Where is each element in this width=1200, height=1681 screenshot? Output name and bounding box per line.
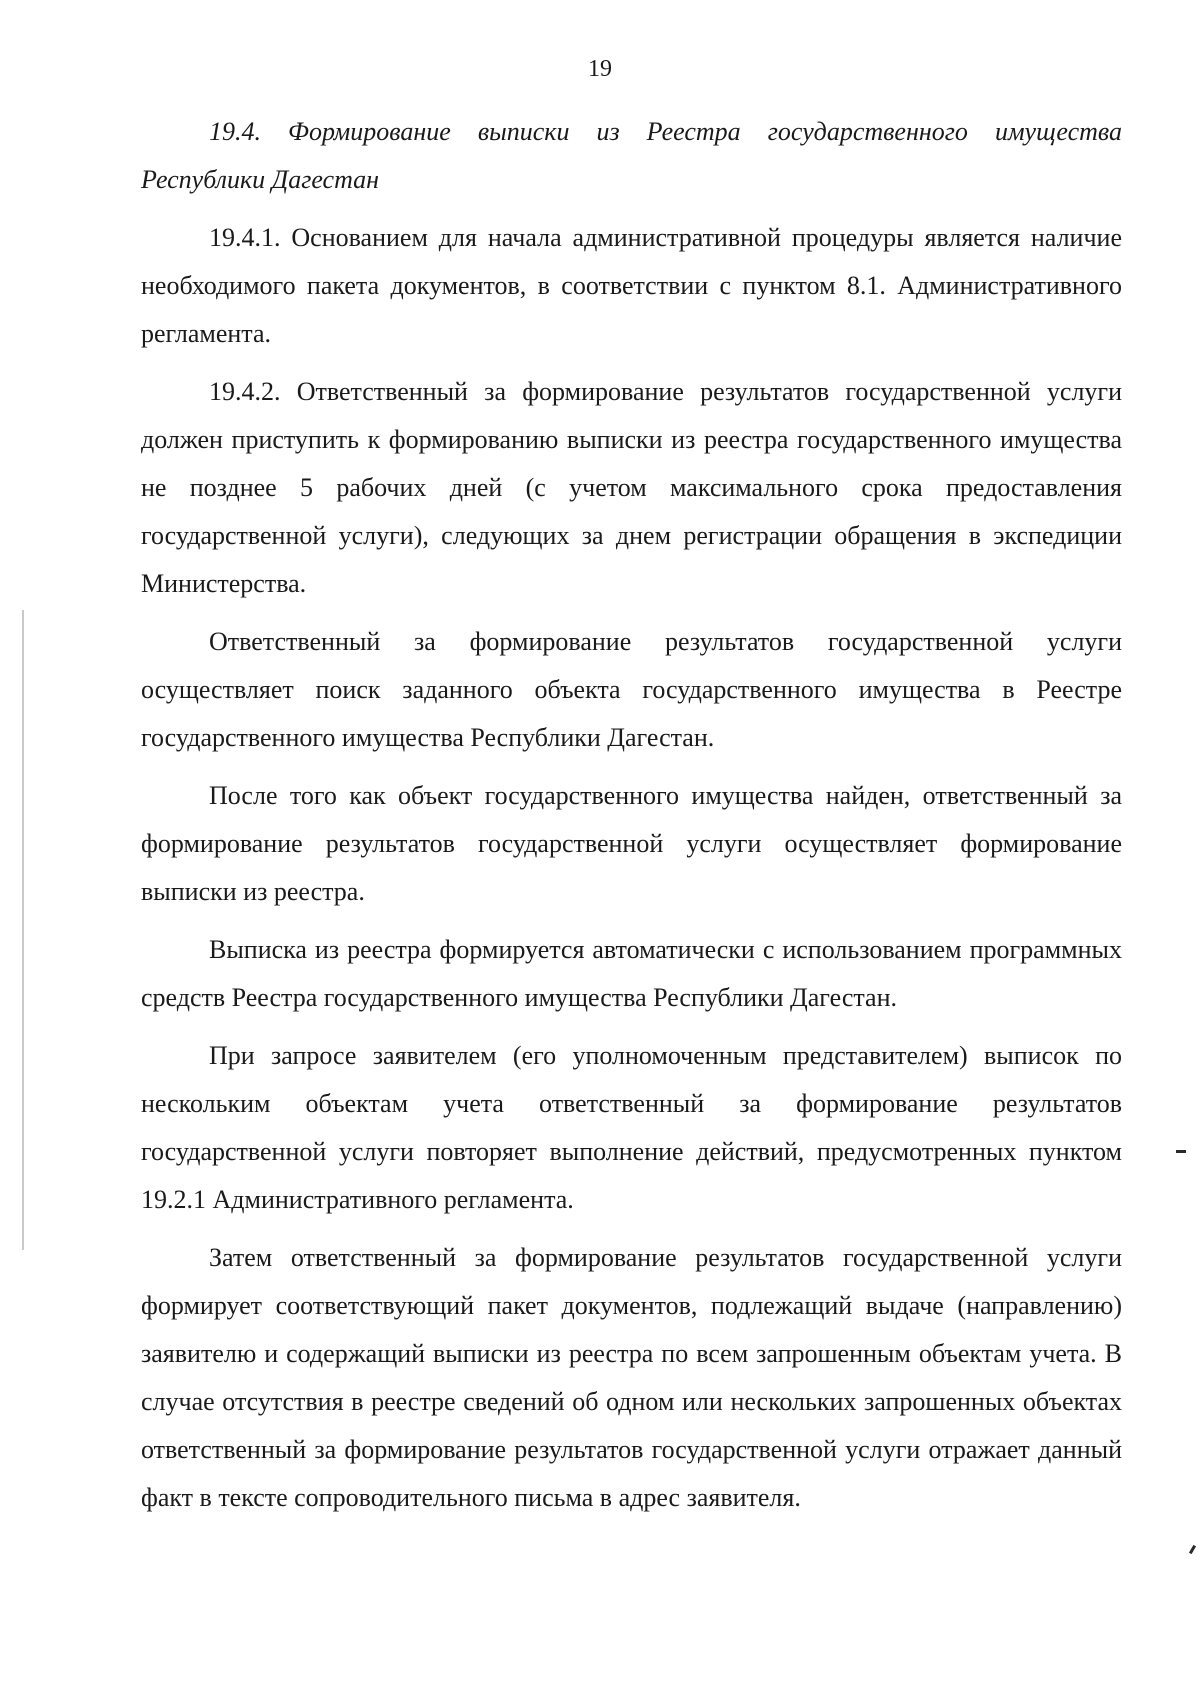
paragraph-19-4-1: 19.4.1. Основанием для начала административной процедуры является наличие необходимого пакета документов, в соответствии с пунктом 8.1. Административного регламента. [141,223,1122,348]
paragraph-found: После того как объект государственного имущества найден, ответственный за формирование результатов государственной услуги осуществляет формирование выписки из реестра. [141,781,1122,906]
paragraph-multiple-requests: При запросе заявителем (его уполномоченным представителем) выписок по нескольким объектам учета ответственный за формирование результатов государственной услуги повторяет выполнение действий, предусмотренных пунктом 19.2.1 Административного регламента. [141,1041,1122,1214]
paragraph-search: Ответственный за формирование результатов государственной услуги осуществляет поиск заданного объекта государственного имущества в Реестре государственного имущества Республики Дагестан. [141,627,1122,752]
scan-mark-bottom-right [1189,1545,1196,1554]
section-heading: 19.4. Формирование выписки из Реестра государственного имущества Республики Дагестан [141,117,1122,194]
scan-mark-right [1176,1150,1186,1153]
document-body [141,108,1122,1532]
page-number: 19 [588,56,612,82]
paragraph-19-4-2: 19.4.2. Ответственный за формирование результатов государственной услуги должен приступить к формированию выписки из реестра государственного имущества не позднее 5 рабочих дней (с учетом максимального срока предоставления государственной услуги), следующих за днем регистрации обращения в экспедиции Министерства. [141,377,1122,598]
paragraph-automatic: Выписка из реестра формируется автоматически с использованием программных средств Реестра государственного имущества Республики Дагестан. [141,935,1122,1012]
paragraph-package: Затем ответственный за формирование результатов государственной услуги формирует соответствующий пакет документов, подлежащий выдаче (направлению) заявителю и содержащий выписки из реестра по всем запрошенным объектам учета. В случае отсутствия в реестре сведений об одном или нескольких запрошенных объектах ответственный за формирование результатов государственной услуги отражает данный факт в тексте сопроводительного письма в адрес заявителя. [141,1243,1122,1512]
scan-edge-line [22,610,24,1250]
